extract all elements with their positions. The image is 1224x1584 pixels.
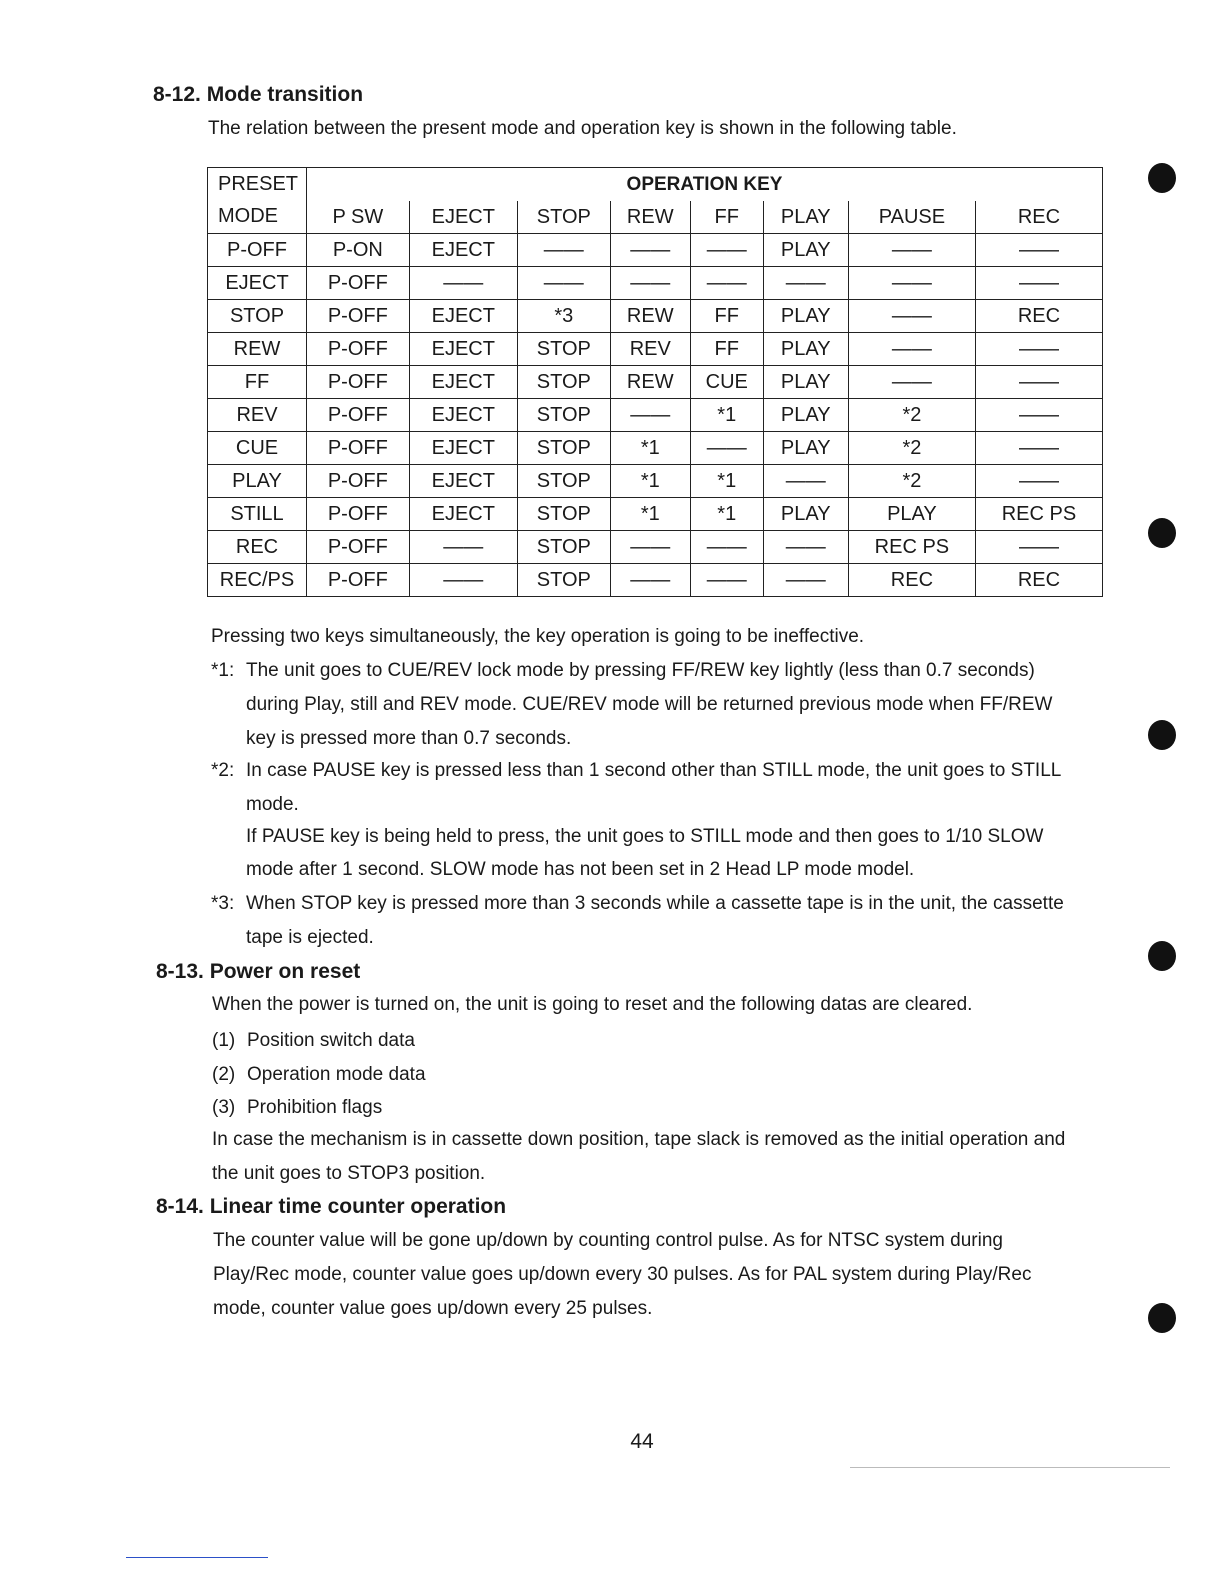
counter-paragraph-line: Play/Rec mode, counter value goes up/down every 30 pulses. As for PAL system during Play/Rec	[213, 1264, 1032, 1285]
power-on-reset-intro: When the power is turned on, the unit is going to reset and the following datas are cleared.	[212, 994, 973, 1015]
table-cell: ——	[690, 234, 763, 267]
mode-transition-intro: The relation between the present mode and operation key is shown in the following table.	[208, 118, 957, 139]
table-cell: ——	[409, 531, 517, 564]
table-cell: STOP	[517, 432, 610, 465]
table-cell: ——	[610, 234, 690, 267]
footnote-1-label: *1:	[211, 660, 235, 681]
binder-hole-mark	[1148, 941, 1176, 971]
table-cell: P-OFF	[307, 300, 410, 333]
footnote-3-line: When STOP key is pressed more than 3 seconds while a cassette tape is in the unit, the cassette	[246, 893, 1064, 914]
table-cell: STOP	[517, 333, 610, 366]
table-cell: *1	[610, 432, 690, 465]
table-cell: PLAY	[763, 399, 848, 432]
list-item	[212, 1091, 612, 1125]
binder-hole-mark	[1148, 720, 1176, 750]
table-cell: REC PS	[975, 498, 1102, 531]
binder-hole-mark	[1148, 518, 1176, 548]
table-cell: ——	[610, 531, 690, 564]
preset-mode-cell: REV	[208, 399, 307, 432]
column-header: REC	[975, 201, 1102, 234]
table-cell: PLAY	[763, 432, 848, 465]
binder-hole-mark	[1148, 163, 1176, 193]
table-cell: P-OFF	[307, 366, 410, 399]
preset-mode-cell: REC	[208, 531, 307, 564]
table-cell: *1	[690, 399, 763, 432]
preset-header-line2: MODE	[218, 205, 278, 227]
footnote-2-line: mode.	[246, 794, 299, 815]
preset-mode-cell: FF	[208, 366, 307, 399]
table-cell: ——	[975, 531, 1102, 564]
footnote-2-line: mode after 1 second. SLOW mode has not been set in 2 Head LP mode model.	[246, 859, 915, 880]
table-cell: EJECT	[409, 498, 517, 531]
simultaneous-note: Pressing two keys simultaneously, the key operation is going to be ineffective.	[211, 626, 865, 647]
table-cell: EJECT	[409, 366, 517, 399]
table-cell: ——	[763, 267, 848, 300]
table-cell: *2	[848, 432, 975, 465]
table-cell: REC	[975, 300, 1102, 333]
operation-key-header: OPERATION KEY	[307, 168, 1103, 202]
table-cell: STOP	[517, 498, 610, 531]
table-row	[208, 432, 1103, 465]
list-item-number: (3)	[212, 1097, 236, 1118]
column-header: EJECT	[409, 201, 517, 234]
table-cell: P-OFF	[307, 564, 410, 597]
list-item-number: (1)	[212, 1030, 236, 1051]
list-item-text: Operation mode data	[247, 1064, 426, 1085]
footnote-2-line: In case PAUSE key is pressed less than 1 second other than STILL mode, the unit goes to STILL	[246, 760, 1062, 781]
power-on-reset-paragraph-line: the unit goes to STOP3 position.	[212, 1163, 486, 1184]
footnote-1-line: key is pressed more than 0.7 seconds.	[246, 728, 572, 749]
table-cell: *1	[690, 465, 763, 498]
table-cell: ——	[690, 564, 763, 597]
mode-transition-table	[207, 167, 1103, 597]
footnote-2-label: *2:	[211, 760, 235, 781]
table-cell: PLAY	[763, 333, 848, 366]
table-cell: EJECT	[409, 300, 517, 333]
table-cell: STOP	[517, 531, 610, 564]
footnote-2-line: If PAUSE key is being held to press, the unit goes to STILL mode and then goes to 1/10 SLOW	[246, 826, 1044, 847]
table-cell: ——	[848, 300, 975, 333]
table-cell: ——	[975, 399, 1102, 432]
binder-hole-mark	[1148, 1303, 1176, 1333]
table-row	[208, 234, 1103, 267]
table-cell: ——	[763, 564, 848, 597]
table-row	[208, 564, 1103, 597]
table-row	[208, 498, 1103, 531]
table-cell: FF	[690, 300, 763, 333]
table-cell: ——	[690, 267, 763, 300]
table-cell: EJECT	[409, 399, 517, 432]
mode-transition-rows	[208, 234, 1103, 597]
table-cell: ——	[975, 267, 1102, 300]
column-header: FF	[690, 201, 763, 234]
preset-header-line1: PRESET	[218, 173, 299, 195]
table-cell: REC	[975, 564, 1102, 597]
footnote-3-label: *3:	[211, 893, 235, 914]
table-cell: ——	[610, 564, 690, 597]
table-cell: REW	[610, 366, 690, 399]
table-row	[208, 531, 1103, 564]
preset-mode-cell: REC/PS	[208, 564, 307, 597]
footnote-3	[211, 887, 1111, 955]
column-header: PAUSE	[848, 201, 975, 234]
table-row	[208, 333, 1103, 366]
table-cell: PLAY	[763, 366, 848, 399]
table-row	[208, 399, 1103, 432]
table-cell: ——	[409, 267, 517, 300]
preset-mode-cell: STOP	[208, 300, 307, 333]
divider	[850, 1467, 1170, 1468]
table-cell: P-ON	[307, 234, 410, 267]
preset-mode-cell: PLAY	[208, 465, 307, 498]
preset-mode-header	[208, 168, 307, 234]
table-cell: *2	[848, 399, 975, 432]
table-cell: EJECT	[409, 465, 517, 498]
table-cell: ——	[848, 234, 975, 267]
table-cell: ——	[610, 399, 690, 432]
table-cell: EJECT	[409, 333, 517, 366]
divider	[126, 1557, 268, 1558]
table-cell: PLAY	[763, 300, 848, 333]
table-cell: STOP	[517, 366, 610, 399]
table-row	[208, 366, 1103, 399]
table-cell: STOP	[517, 399, 610, 432]
table-cell: PLAY	[763, 498, 848, 531]
table-cell: P-OFF	[307, 498, 410, 531]
preset-mode-cell: EJECT	[208, 267, 307, 300]
table-cell: *2	[848, 465, 975, 498]
table-cell: EJECT	[409, 432, 517, 465]
page-number: 44	[630, 1430, 654, 1453]
table-row	[208, 300, 1103, 333]
footnote-3-line: tape is ejected.	[246, 927, 374, 948]
footnote-1	[211, 654, 1111, 756]
column-header: P SW	[307, 201, 410, 234]
table-cell: REW	[610, 300, 690, 333]
table-cell: REC	[848, 564, 975, 597]
preset-mode-cell: P-OFF	[208, 234, 307, 267]
counter-paragraph-line: The counter value will be gone up/down by counting control pulse. As for NTSC system during	[213, 1230, 1003, 1251]
table-cell: STOP	[517, 465, 610, 498]
table-cell: ——	[975, 432, 1102, 465]
table-cell: ——	[848, 366, 975, 399]
table-cell: ——	[975, 234, 1102, 267]
table-cell: ——	[848, 333, 975, 366]
preset-mode-cell: REW	[208, 333, 307, 366]
table-cell: *1	[690, 498, 763, 531]
list-item	[212, 1024, 612, 1058]
table-cell: ——	[975, 333, 1102, 366]
table-row	[208, 267, 1103, 300]
section-heading-linear-time-counter: 8-14. Linear time counter operation	[156, 1195, 507, 1218]
table-cell: ——	[409, 564, 517, 597]
table-cell: P-OFF	[307, 333, 410, 366]
list-item	[212, 1058, 612, 1092]
table-cell: ——	[610, 267, 690, 300]
table-cell: P-OFF	[307, 531, 410, 564]
table-cell: *1	[610, 498, 690, 531]
table-cell: ——	[690, 531, 763, 564]
table-cell: PLAY	[848, 498, 975, 531]
list-item-number: (2)	[212, 1064, 236, 1085]
section-heading-mode-transition: 8-12. Mode transition	[153, 83, 364, 106]
table-cell: ——	[975, 465, 1102, 498]
table-cell: ——	[763, 465, 848, 498]
table-cell: ——	[848, 267, 975, 300]
counter-paragraph-line: mode, counter value goes up/down every 25 pulses.	[213, 1298, 653, 1319]
footnote-2	[211, 754, 1111, 890]
table-cell: REV	[610, 333, 690, 366]
power-on-reset-paragraph-line: In case the mechanism is in cassette down position, tape slack is removed as the initial operation and	[212, 1129, 1066, 1150]
footnote-1-line: during Play, still and REV mode. CUE/REV mode will be returned previous mode when FF/REW	[246, 694, 1053, 715]
table-cell: ——	[690, 432, 763, 465]
table-cell: P-OFF	[307, 465, 410, 498]
preset-mode-cell: STILL	[208, 498, 307, 531]
table-cell: P-OFF	[307, 267, 410, 300]
table-row	[208, 465, 1103, 498]
column-header: PLAY	[763, 201, 848, 234]
footnote-1-line: The unit goes to CUE/REV lock mode by pressing FF/REW key lightly (less than 0.7 seconds)	[246, 660, 1035, 681]
table-cell: REC PS	[848, 531, 975, 564]
section-heading-power-on-reset: 8-13. Power on reset	[156, 960, 361, 983]
table-cell: *1	[610, 465, 690, 498]
list-item-text: Prohibition flags	[247, 1097, 383, 1118]
table-cell: ——	[517, 267, 610, 300]
table-cell: P-OFF	[307, 399, 410, 432]
table-cell: EJECT	[409, 234, 517, 267]
table-cell: PLAY	[763, 234, 848, 267]
column-header: STOP	[517, 201, 610, 234]
table-cell: STOP	[517, 564, 610, 597]
table-cell: CUE	[690, 366, 763, 399]
table-cell: ——	[975, 366, 1102, 399]
column-header: REW	[610, 201, 690, 234]
table-cell: *3	[517, 300, 610, 333]
table-cell: ——	[517, 234, 610, 267]
table-cell: FF	[690, 333, 763, 366]
list-item-text: Position switch data	[247, 1030, 415, 1051]
preset-mode-cell: CUE	[208, 432, 307, 465]
table-cell: P-OFF	[307, 432, 410, 465]
table-cell: ——	[763, 531, 848, 564]
